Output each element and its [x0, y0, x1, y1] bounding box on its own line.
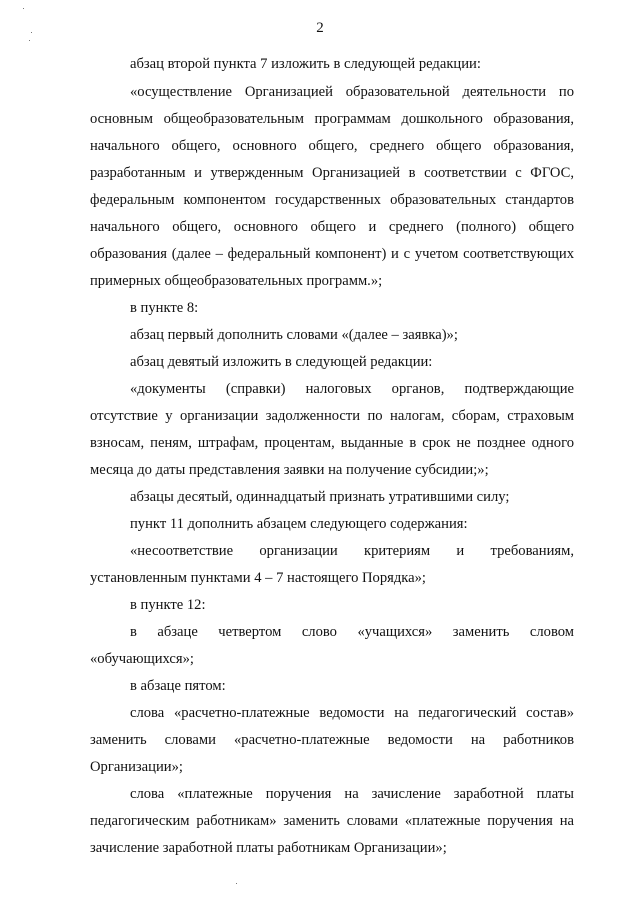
- text-line: разработанным и утвержденным Организацией в соответствии с ФГОС,: [90, 165, 574, 181]
- text-line: абзац девятый изложить в следующей редакции:: [130, 354, 433, 370]
- text-line: «обучающихся»;: [90, 651, 194, 667]
- text-line: начального общего, основного общего, среднего общего образования,: [90, 138, 574, 154]
- text-line: федеральным компонентом государственных образовательных стандартов: [90, 192, 574, 208]
- text-line: начального общего, основного общего и среднего (полного) общего: [90, 219, 574, 235]
- text-line: «несоответствие организации критериям и требованиям,: [130, 543, 574, 559]
- text-line: слова «платежные поручения на зачисление заработной платы: [130, 786, 574, 802]
- text-line: установленным пунктами 4 – 7 настоящего Порядка»;: [90, 570, 426, 586]
- page-number: 2: [316, 20, 324, 36]
- text-line: Организации»;: [90, 759, 183, 775]
- text-line: абзац первый дополнить словами «(далее – заявка)»;: [130, 327, 458, 343]
- text-line: в пункте 8:: [130, 300, 199, 316]
- text-line: отсутствие у организации задолженности по налогам, сборам, страховым: [90, 408, 574, 424]
- text-line: абзац второй пункта 7 изложить в следующей редакции:: [130, 56, 481, 72]
- text-line: в пункте 12:: [130, 597, 206, 613]
- scan-speck: [29, 40, 30, 41]
- scan-speck: [236, 883, 237, 884]
- text-line: зачисление заработной платы работникам Организации»;: [90, 840, 447, 856]
- text-line: образования (далее – федеральный компонент) и с учетом соответствующих: [90, 246, 574, 262]
- text-line: слова «расчетно-платежные ведомости на педагогический состав»: [130, 705, 574, 721]
- text-line: заменить словами «расчетно-платежные ведомости на работников: [90, 732, 574, 748]
- text-line: в абзаце четвертом слово «учащихся» заменить словом: [130, 624, 574, 640]
- text-line: в абзаце пятом:: [130, 678, 226, 694]
- text-line: основным общеобразовательным программам дошкольного образования,: [90, 111, 574, 127]
- text-line: месяца до даты представления заявки на получение субсидии;»;: [90, 462, 489, 478]
- scan-speck: [31, 32, 32, 33]
- text-line: пункт 11 дополнить абзацем следующего содержания:: [130, 516, 468, 532]
- text-line: «осуществление Организацией образовательной деятельности по: [130, 84, 574, 100]
- text-line: абзацы десятый, одиннадцатый признать утратившими силу;: [130, 489, 510, 505]
- text-line: «документы (справки) налоговых органов, подтверждающие: [130, 381, 574, 397]
- text-line: взносам, пеням, штрафам, процентам, выданные в срок не позднее одного: [90, 435, 574, 451]
- text-line: примерных общеобразовательных программ.»;: [90, 273, 383, 289]
- text-line: педагогическим работникам» заменить словами «платежные поручения на: [90, 813, 574, 829]
- scan-speck: [23, 8, 24, 9]
